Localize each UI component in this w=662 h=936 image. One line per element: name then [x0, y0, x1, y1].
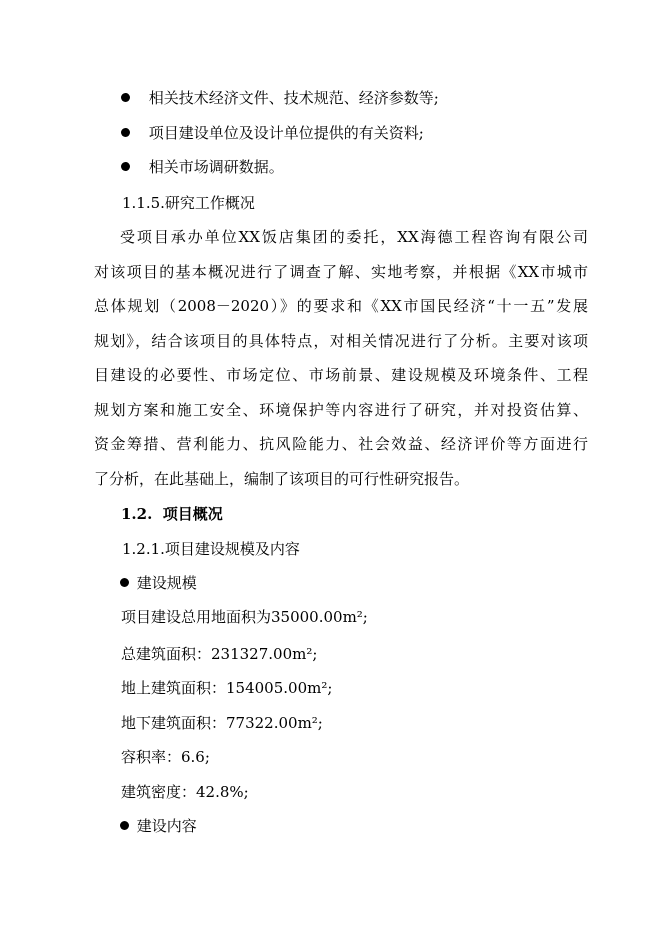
paragraph-line: 目建设的必要性、市场定位、市场前景、建设规模及环境条件、工程	[94, 366, 588, 384]
paragraph-line: 资金筹措、营利能力、抗风险能力、社会效益、经济评价等方面进行	[94, 435, 588, 453]
bullet-list-item	[121, 88, 439, 108]
scale-item-building-density: 建筑密度：42.8%;	[121, 783, 249, 801]
section-heading-1-2: 1.2. 项目概况	[121, 505, 223, 523]
bullet-icon	[120, 821, 129, 830]
bullet-list-item	[121, 157, 284, 177]
bullet-list-item	[121, 123, 424, 143]
bullet-icon	[121, 162, 130, 171]
scale-item-plot-ratio: 容积率：6.6;	[121, 748, 210, 766]
paragraph-line: 规划方案和施工安全、环境保护等内容进行了研究，并对投资估算、	[94, 401, 588, 419]
paragraph-line: 总体规划（2008－2020）》的要求和《XX市国民经济“十一五”发展	[94, 297, 588, 315]
scale-item-underground-area: 地下建筑面积：77322.00m²;	[121, 714, 323, 732]
scale-item-total-floor-area: 总建筑面积：231327.00m²;	[121, 645, 318, 663]
bullet-heading-scale	[120, 573, 197, 593]
bullet-text: 相关市场调研数据。	[148, 158, 284, 176]
bullet-icon	[120, 578, 129, 587]
bullet-text: 相关技术经济文件、技术规范、经济参数等;	[148, 89, 439, 107]
scale-item-above-ground-area: 地上建筑面积：154005.00m²;	[121, 679, 333, 697]
bullet-text: 项目建设单位及设计单位提供的有关资料;	[148, 124, 424, 142]
scale-item-total-land: 项目建设总用地面积为35000.00m²;	[121, 608, 368, 626]
section-heading-1-1-5: 1.1.5.研究工作概况	[122, 194, 255, 212]
bullet-heading-text: 建设规模	[136, 574, 197, 592]
bullet-heading-text: 建设内容	[136, 817, 197, 835]
bullet-icon	[121, 128, 130, 137]
paragraph-line: 规划》，结合该项目的具体特点，对相关情况进行了分析。主要对该项	[94, 332, 588, 350]
bullet-heading-content	[120, 816, 197, 836]
paragraph-line: 对该项目的基本概况进行了调查了解、实地考察，并根据《XX市城市	[94, 263, 588, 281]
paragraph-line-last: 了分析，在此基础上，编制了该项目的可行性研究报告。	[94, 470, 470, 488]
paragraph-line: 受项目承办单位XX饭店集团的委托，XX海德工程咨询有限公司	[120, 228, 588, 246]
bullet-icon	[121, 93, 130, 102]
section-heading-1-2-1: 1.2.1.项目建设规模及内容	[122, 540, 300, 558]
